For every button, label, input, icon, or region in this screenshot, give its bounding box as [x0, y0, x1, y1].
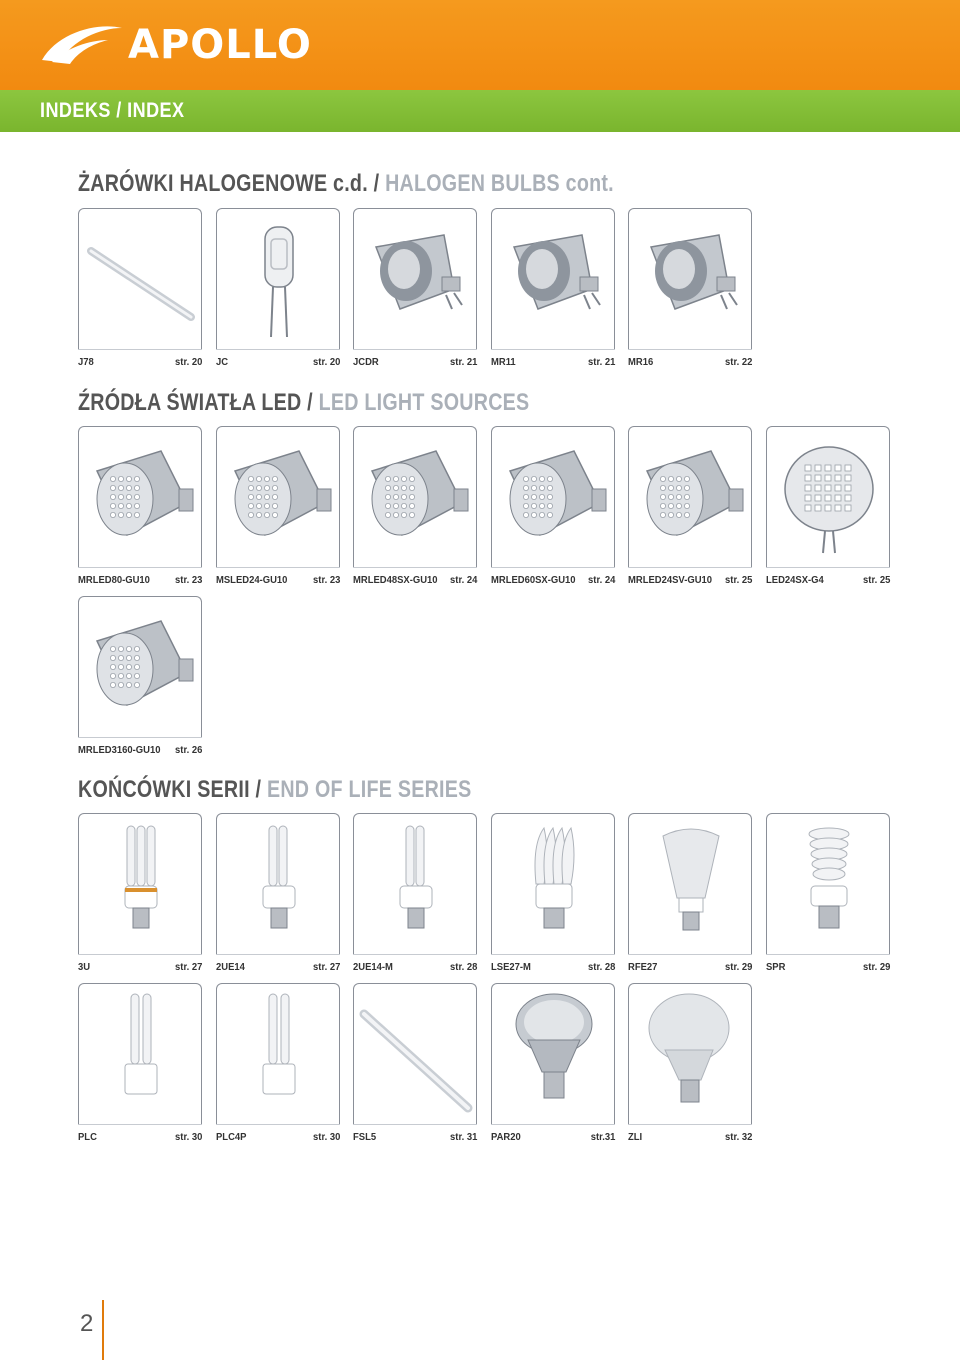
product-caption	[766, 574, 890, 588]
cfl-2u-image	[217, 814, 341, 956]
product-name[interactable]: MR16	[628, 356, 654, 368]
product-card[interactable]	[766, 813, 890, 955]
product-name[interactable]: 2UE14	[216, 961, 245, 973]
product-card[interactable]	[78, 596, 202, 738]
product-caption	[78, 961, 202, 975]
product-card[interactable]	[78, 208, 202, 350]
plc-tube-image	[217, 984, 341, 1126]
product-card[interactable]	[353, 813, 477, 955]
led-spot-image	[79, 427, 203, 569]
product-name[interactable]: MRLED48SX-GU10	[353, 574, 438, 586]
product-card[interactable]	[628, 813, 752, 955]
product-name[interactable]: PLC	[78, 1131, 97, 1143]
product-page-ref[interactable]: str. 29	[724, 961, 752, 973]
product-caption	[628, 356, 752, 370]
product-name[interactable]: PLC4P	[216, 1131, 247, 1143]
fluorescent-tube-image	[354, 984, 478, 1126]
product-card[interactable]	[216, 813, 340, 955]
product-caption	[78, 744, 202, 758]
product-card[interactable]	[491, 208, 615, 350]
product-page-ref[interactable]: str. 21	[587, 356, 615, 368]
section-title-pl: ŹRÓDŁA ŚWIATŁA LED	[78, 389, 302, 416]
product-card[interactable]	[78, 983, 202, 1125]
product-page-ref[interactable]: str. 30	[174, 1131, 202, 1143]
product-card[interactable]	[216, 983, 340, 1125]
product-caption	[491, 1131, 615, 1145]
cfl-3u-image	[79, 814, 203, 956]
product-page-ref[interactable]: str. 20	[174, 356, 202, 368]
led-spot-image	[354, 427, 478, 569]
product-caption	[491, 574, 615, 588]
product-name[interactable]: SPR	[766, 961, 786, 973]
product-name[interactable]: 2UE14-M	[353, 961, 393, 973]
product-name[interactable]: MRLED60SX-GU10	[491, 574, 576, 586]
product-name[interactable]: PAR20	[491, 1131, 521, 1143]
product-card[interactable]	[491, 426, 615, 568]
par-lamp-image	[492, 984, 616, 1126]
apollo-logo[interactable]	[38, 20, 312, 70]
product-caption	[766, 961, 890, 975]
product-card[interactable]	[628, 426, 752, 568]
product-caption	[78, 356, 202, 370]
product-card[interactable]	[216, 426, 340, 568]
led-spot-image	[492, 427, 616, 569]
product-name[interactable]: MRLED24SV-GU10	[628, 574, 713, 586]
section-title-en: END OF LIFE SERIES	[266, 776, 472, 803]
product-page-ref[interactable]: str. 28	[587, 961, 615, 973]
product-card[interactable]	[628, 208, 752, 350]
led-disc-image	[767, 427, 891, 569]
cfl-spiral-image	[767, 814, 891, 956]
section-title-eol	[78, 776, 472, 804]
brand-name: APOLLO	[128, 22, 312, 68]
plc-tube-image	[79, 984, 203, 1126]
product-page-ref[interactable]: str. 25	[724, 574, 752, 586]
section-title-en: HALOGEN BULBS cont.	[385, 170, 614, 197]
product-page-ref[interactable]: str. 23	[312, 574, 340, 586]
product-card[interactable]	[766, 426, 890, 568]
index-title: INDEKS / INDEX	[40, 99, 185, 122]
product-caption	[216, 356, 340, 370]
product-card[interactable]	[491, 813, 615, 955]
product-caption	[216, 574, 340, 588]
product-caption	[353, 574, 477, 588]
capsule-halogen-image	[217, 209, 341, 351]
product-page-ref[interactable]: str. 20	[312, 356, 340, 368]
section-title-en: LED LIGHT SOURCES	[318, 389, 530, 416]
cfl-2u-image	[354, 814, 478, 956]
reflector-halogen-image	[354, 209, 478, 351]
product-card[interactable]	[491, 983, 615, 1125]
section-title-halogen	[78, 170, 614, 198]
product-caption	[216, 1131, 340, 1145]
product-page-ref[interactable]: str.31	[590, 1131, 615, 1143]
product-page-ref[interactable]: str. 28	[449, 961, 477, 973]
linear-halogen-tube-image	[79, 209, 203, 351]
section-title-separator: /	[307, 389, 313, 416]
product-name[interactable]: JCDR	[353, 356, 379, 368]
product-caption	[78, 574, 202, 588]
product-page-ref[interactable]: str. 27	[174, 961, 202, 973]
product-card[interactable]	[353, 426, 477, 568]
section-title-separator: /	[255, 776, 262, 803]
product-name[interactable]: MRLED80-GU10	[78, 574, 150, 586]
product-name[interactable]: J78	[78, 356, 94, 368]
product-page-ref[interactable]: str. 32	[724, 1131, 752, 1143]
product-page-ref[interactable]: str. 23	[174, 574, 202, 586]
product-card[interactable]	[78, 426, 202, 568]
product-caption	[628, 1131, 752, 1145]
page-number: 2	[80, 1310, 94, 1337]
product-caption	[628, 574, 752, 588]
product-card[interactable]	[353, 983, 477, 1125]
product-caption	[78, 1131, 202, 1145]
index-bar	[0, 90, 960, 132]
product-name[interactable]: LED24SX-G4	[766, 574, 824, 586]
reflector-halogen-image	[629, 209, 753, 351]
product-caption	[216, 961, 340, 975]
product-page-ref[interactable]: str. 30	[312, 1131, 340, 1143]
page-rule	[102, 1300, 104, 1360]
led-spot-image	[79, 597, 203, 739]
section-title-led	[78, 389, 529, 417]
product-page-ref[interactable]: str. 21	[449, 356, 477, 368]
product-name[interactable]: 3U	[78, 961, 91, 973]
product-page-ref[interactable]: str. 22	[724, 356, 752, 368]
product-page-ref[interactable]: str. 29	[862, 961, 890, 973]
product-page-ref[interactable]: str. 27	[312, 961, 340, 973]
reflector-halogen-image	[492, 209, 616, 351]
product-caption	[628, 961, 752, 975]
product-card[interactable]	[628, 983, 752, 1125]
product-caption	[353, 961, 477, 975]
product-name[interactable]: MRLED3160-GU10	[78, 744, 161, 756]
section-title-pl: KOŃCÓWKI SERII	[78, 776, 250, 803]
product-name[interactable]: ZLI	[628, 1131, 643, 1143]
product-name[interactable]: MSLED24-GU10	[216, 574, 288, 586]
swoosh-icon	[38, 22, 124, 68]
product-card[interactable]	[353, 208, 477, 350]
cfl-lotus-image	[492, 814, 616, 956]
product-page-ref[interactable]: str. 25	[862, 574, 890, 586]
product-page-ref[interactable]: str. 24	[587, 574, 615, 586]
product-page-ref[interactable]: str. 31	[449, 1131, 477, 1143]
product-card[interactable]	[78, 813, 202, 955]
product-caption	[353, 1131, 477, 1145]
product-name[interactable]: RFE27	[628, 961, 658, 973]
product-name[interactable]: LSE27-M	[491, 961, 531, 973]
product-card[interactable]	[216, 208, 340, 350]
product-name[interactable]: JC	[216, 356, 229, 368]
product-caption	[353, 356, 477, 370]
section-title-pl: ŻARÓWKI HALOGENOWE c.d.	[78, 170, 368, 197]
reflector-bulb-image	[629, 984, 753, 1126]
product-caption	[491, 961, 615, 975]
product-name[interactable]: FSL5	[353, 1131, 377, 1143]
product-caption	[491, 356, 615, 370]
brand-header	[0, 0, 960, 90]
product-page-ref[interactable]: str. 24	[449, 574, 477, 586]
led-spot-image	[629, 427, 753, 569]
cfl-reflector-image	[629, 814, 753, 956]
led-spot-image	[217, 427, 341, 569]
product-page-ref[interactable]: str. 26	[174, 744, 202, 756]
product-name[interactable]: MR11	[491, 356, 516, 368]
section-title-separator: /	[373, 170, 380, 197]
